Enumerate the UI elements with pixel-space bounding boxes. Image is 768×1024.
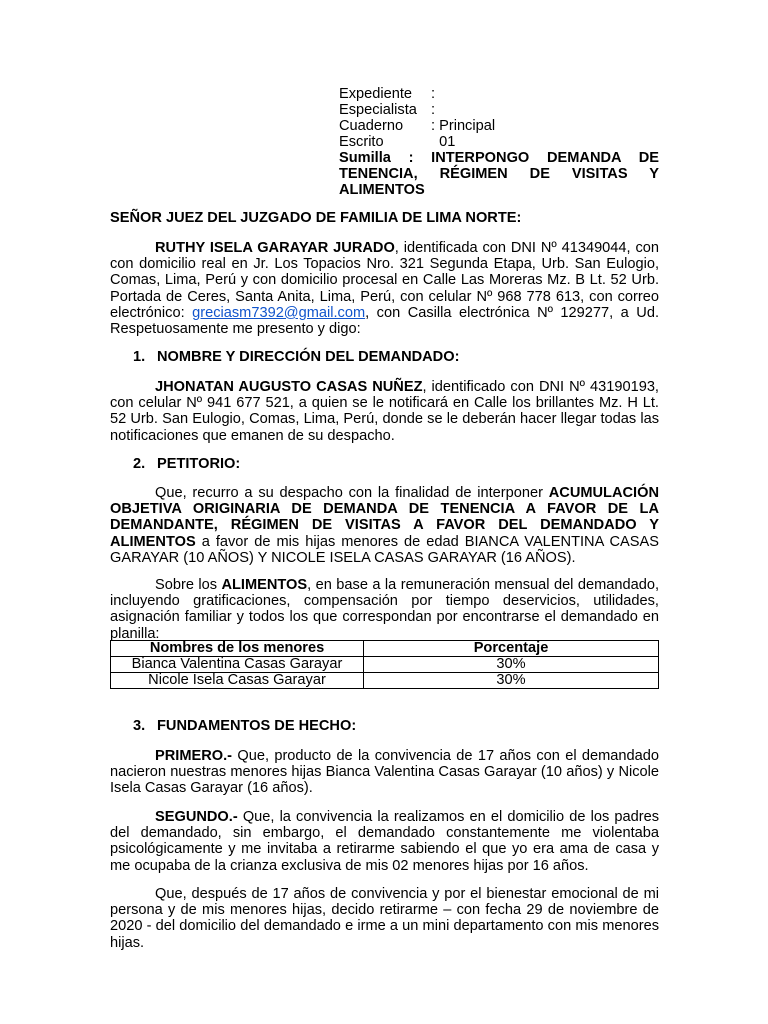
table-header-row [111,641,659,657]
defendant-name: JHONATAN AUGUSTO CASAS NUÑEZ [155,379,423,395]
alimentos-text: Sobre los [155,577,222,593]
defendant-paragraph [110,379,659,444]
petitorio-text-end: a favor de mis hijas menores de edad BIANCA VALENTINA CASAS GARAYAR (10 AÑOS) Y NICOLE ISELA CASAS GARAYAR (16 AÑOS). [110,533,659,566]
alimentos-paragraph [110,577,659,642]
section-1-heading [133,349,459,365]
header-value: : Principal [431,118,496,134]
primero-paragraph [110,748,659,797]
section-number: 2. [133,456,146,472]
section-title: NOMBRE Y DIRECCIÓN DEL DEMANDADO: [157,349,460,365]
addressee: SEÑOR JUEZ DEL JUZGADO DE FAMILIA DE LIMA NORTE: [110,210,522,226]
segundo-paragraph [110,809,659,874]
sumilla: Sumilla : INTERPONGO DEMANDA DE TENENCIA, RÉGIMEN DE VISITAS Y ALIMENTOS [339,150,659,199]
section-3-heading [133,718,356,734]
primero-label: PRIMERO.- [155,748,233,764]
petitorio-bold: ACUMULACIÓN OBJETIVA ORIGINARIA DE DEMANDA DE TENENCIA A FAVOR DE LA DEMANDANTE, RÉGIMEN DE VISITAS A FAVOR DEL DEMANDADO Y ALIMENTOS [110,485,659,550]
header-label: Especialista [339,102,417,118]
section-2-heading [133,456,240,472]
header-value: : [431,86,436,102]
header-value: 01 [431,134,456,150]
case-header [339,86,659,199]
intro-paragraph [110,240,659,337]
header-label: Escrito [339,134,384,150]
header-row-expediente [339,86,659,102]
header-row-escrito [339,134,659,150]
table-cell: Bianca Valentina Casas Garayar [111,657,364,673]
segundo-label: SEGUNDO.- [155,809,238,825]
plaintiff-name: RUTHY ISELA GARAYAR JURADO [155,240,395,256]
retiro-paragraph: Que, después de 17 años de convivencia y por el bienestar emocional de mi persona y de mis menores hijas, decido retirarme – con fecha 29 de noviembre de 2020 - del domicilio del demandado e irme a un mini departamento con mis menores hijas. [110,886,659,951]
header-row-cuaderno [339,118,659,134]
intro-text-end: , con Casilla electrónica Nº 129277, a Ud. Respetuosamente me presento y digo: [110,304,659,338]
minors-table [110,640,659,689]
primero-text: Que, producto de la convivencia de 17 años con el demandado nacieron nuestras menores hijas Bianca Valentina Casas Garayar (10 años) y Nicole Isela Casas Garayar (16 años). [110,748,659,797]
table-row [111,673,659,689]
segundo-text: Que, la convivencia la realizamos en el domicilio de los padres del demandado, sin embargo, el demandado constantemente me violentaba psicológicamente y me invitaba a retirarme sabiendo el que yo era ama de casa y me ocupaba de la crianza exclusiva de mis 02 menores hijas por 16 años. [110,809,659,874]
alimentos-text-end: , en base a la remuneración mensual del demandado, incluyendo gratificaciones, compensación por tiempo deservicios, utilidades, asignación familiar y todos los que correspondan por encontrarse el demandado en planilla: [110,577,659,642]
section-title: FUNDAMENTOS DE HECHO: [157,718,357,734]
petitorio-text: Que, recurro a su despacho con la finalidad de interponer [155,485,549,501]
intro-text: , identificada con DNI Nº 41349044, con con domicilio real en Jr. Los Topacios Nro. 321 Segunda Etapa, Urb. San Eulogio, Comas, Lima, Perú y con domicilio procesal en Calle Las Moreras Mz. B Lt. 52 Urb. Portada de Ceres, Santa Anita, Lima, Perú, con celular Nº 968 778 613, con correo electrónico: [110,240,659,321]
table-cell: 30% [364,673,659,689]
header-value: : [431,102,436,118]
alimentos-bold: ALIMENTOS [221,577,308,593]
defendant-text: , identificado con DNI Nº 43190193, con celular Nº 941 677 521, a quien se le notificará en Calle los brillantes Mz. H Lt. 52 Urb. San Eulogio, Comas, Lima, Perú, donde se le deberán hacer llegar todas las notificaciones que emanen de su despacho. [110,379,659,444]
table-row [111,657,659,673]
header-row-especialista [339,102,659,118]
header-label: Expediente [339,86,413,102]
table-cell: 30% [364,657,659,673]
petitorio-paragraph [110,485,659,566]
email-link[interactable]: greciasm7392@gmail.com [192,304,366,321]
table-cell: Nicole Isela Casas Garayar [111,673,364,689]
section-number: 1. [133,349,146,365]
header-label: Cuaderno [339,118,404,134]
section-title: PETITORIO: [157,456,241,472]
section-number: 3. [133,718,146,734]
table-header: Porcentaje [364,641,659,657]
table-header: Nombres de los menores [111,641,364,657]
